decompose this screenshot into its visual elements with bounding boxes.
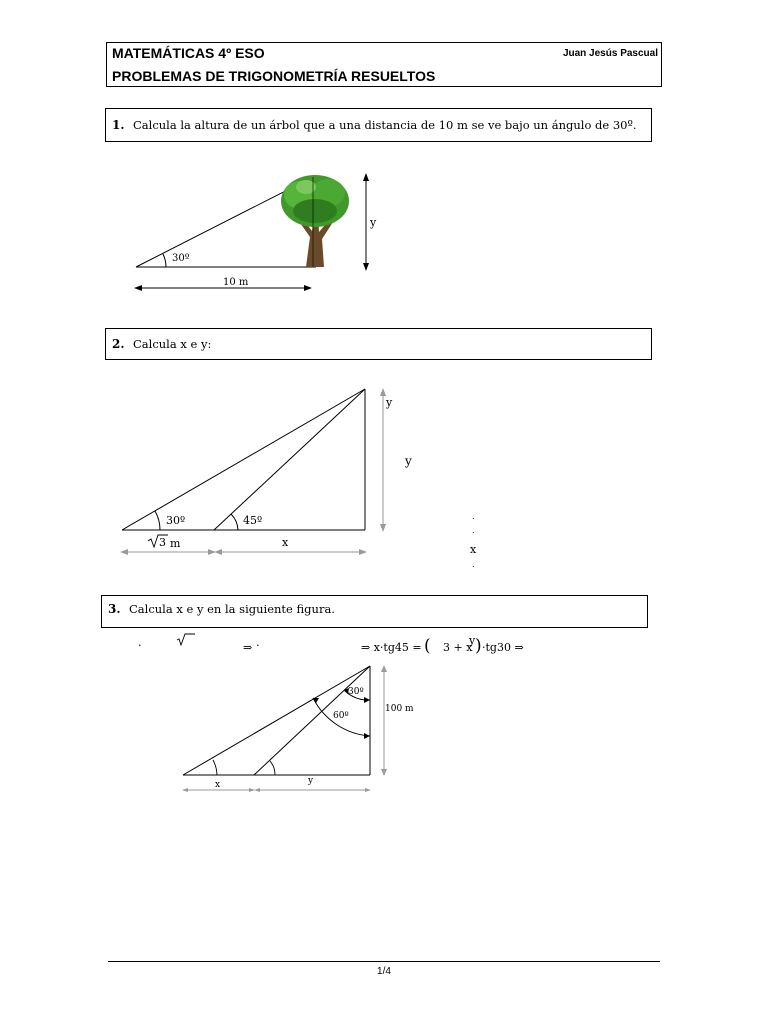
header-author: Juan Jesús Pascual	[562, 48, 658, 59]
stray-dot: .	[472, 526, 475, 535]
angle-45-arc	[231, 514, 238, 530]
angle-30-label: 30º	[348, 687, 364, 697]
problem-1-box	[105, 108, 652, 142]
angle-arc	[163, 254, 166, 267]
base-label: 10 m	[223, 277, 249, 288]
angle-60-label: 60º	[333, 711, 349, 721]
base1-value: 3	[159, 536, 166, 549]
page-number: 1/4	[377, 966, 391, 977]
angle-30-arc	[155, 511, 160, 530]
problem-1-number: 1.	[112, 118, 125, 132]
base2-label: y	[308, 776, 314, 786]
base1-label: x	[215, 780, 221, 790]
problem-2-number: 2.	[112, 337, 125, 351]
problem-1-figure	[120, 165, 390, 300]
formula-part3: 3 + x	[443, 641, 473, 654]
formula-part2: ⇒ x·tg45 =	[361, 641, 422, 654]
hypotenuse-45	[214, 389, 365, 530]
problem-3-text: Calcula x e y en la siguiente figura.	[129, 602, 335, 616]
formula-paren-close: )	[475, 636, 482, 656]
problem-3-number: 3.	[108, 602, 121, 616]
formula-arrow: ⇒	[243, 641, 253, 654]
problem-2-figure	[110, 380, 410, 560]
problem-1-text: Calcula la altura de un árbol que a una distancia de 10 m se ve bajo un ángulo de 30º.	[133, 118, 637, 132]
stray-x-label: x	[470, 543, 477, 556]
problem-3-box	[101, 595, 648, 628]
angle-45-label: 45º	[243, 514, 263, 527]
height-label: y	[386, 396, 393, 409]
header-subject: MATEMÁTICAS 4º ESO	[112, 45, 265, 61]
base2-label: x	[282, 536, 289, 549]
problem-3-figure	[175, 662, 415, 797]
angle-30-label: 30º	[166, 514, 186, 527]
angle-label: 30º	[172, 253, 190, 264]
footer-rule	[108, 961, 660, 962]
height-label: 100 m	[385, 704, 414, 714]
base-angle-2-arc	[270, 761, 275, 775]
formula-dot: .	[138, 636, 142, 649]
formula-sqrt-symbol	[176, 632, 196, 646]
base-angle-1-arc	[213, 760, 217, 775]
stray-y-label: y	[405, 454, 412, 468]
tree-icon	[281, 175, 349, 267]
problem-2-text: Calcula x e y:	[133, 337, 212, 351]
formula-y-mark: y	[469, 634, 476, 647]
header-box	[106, 42, 662, 87]
formula-dot: .	[256, 636, 260, 649]
inner-hypotenuse	[254, 666, 370, 775]
height-label: y	[370, 216, 377, 229]
stray-dot: .	[472, 512, 475, 521]
hypotenuse-30	[122, 389, 365, 530]
formula-part4: ·tg30 ⇒	[482, 641, 524, 654]
stray-dot: .	[472, 560, 475, 569]
problem-2-box	[105, 328, 652, 360]
formula-paren-open: (	[424, 636, 431, 656]
header-title: PROBLEMAS DE TRIGONOMETRÍA RESUELTOS	[112, 68, 436, 84]
base1-unit: m	[170, 537, 181, 550]
